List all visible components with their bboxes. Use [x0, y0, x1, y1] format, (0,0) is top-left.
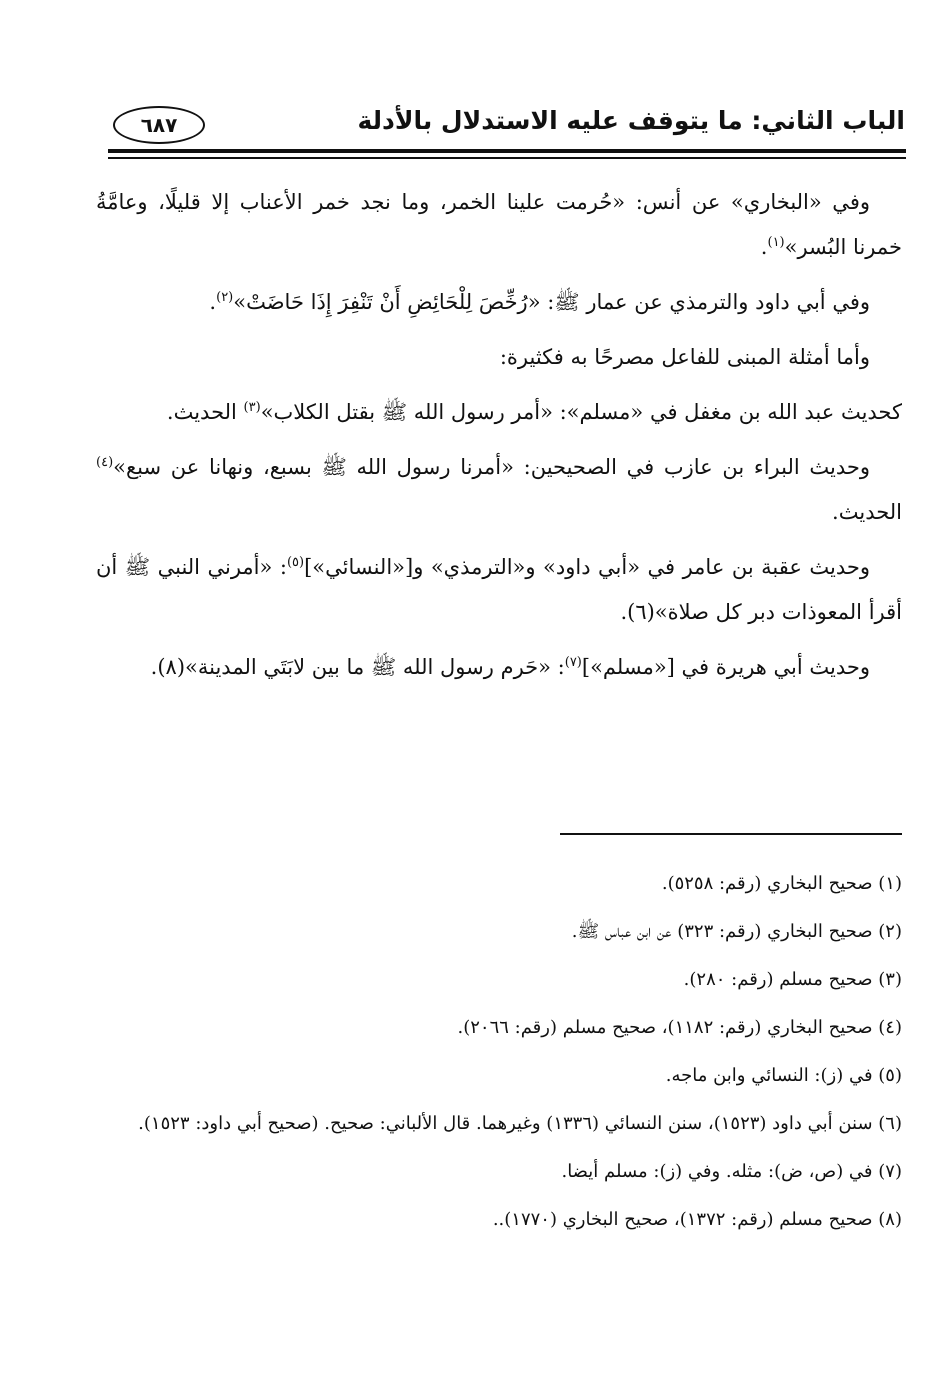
page-number-badge: ٦٨٧: [113, 106, 205, 144]
footnotes: [96, 860, 902, 1244]
paragraph: كحديث عبد الله بن مغفل في «مسلم»: «أمر رسول الله ﷺ بقتل الكلاب»$^{(٣)}$ الحديث.: [166, 400, 902, 424]
page-header: [95, 100, 905, 146]
header-rule-thin: [108, 157, 906, 159]
footnote-separator: [560, 833, 902, 835]
paragraph: وأما أمثلة المبنى للفاعل مصرحًا به فكثيرة:: [499, 345, 870, 369]
footnote: (٢) صحيح البخاري (رقم: ٣٢٣) عن ابن عباس ﷺ.: [571, 921, 902, 942]
paragraph: وحديث البراء بن عازب في الصحيحين: «أمرنا رسول الله ﷺ بسبع، ونهانا عن سبع»$^{(٤)}$ الحديث.: [96, 455, 902, 524]
footnote: (٧) في (ص، ض): مثله. وفي (ز): مسلم أيضا.: [561, 1161, 902, 1182]
header-rule-thick: [108, 149, 906, 153]
paragraph: وحديث عقبة بن عامر في «أبي داود» و«الترمذي» و[«النسائي»]$^{(٥)}$: «أمرني النبي ﷺ أن أقرأ المعوذات دبر كل صلاة»(٦).: [96, 555, 902, 624]
paragraph: وفي أبي داود والترمذي عن عمار ﷺ: «رُخِّصَ لِلْحَائِضِ أَنْ تَنْفِرَ إِذَا حَاضَتْ»$^{(٢)}$.: [209, 290, 870, 314]
footnote: (٨) صحيح مسلم (رقم: ١٣٧٢)، صحيح البخاري (١٧٧٠)..: [492, 1209, 902, 1230]
footnote: (٣) صحيح مسلم (رقم: ٢٨٠).: [683, 969, 902, 990]
footnote: (٥) في (ز): النسائي وابن ماجه.: [665, 1065, 902, 1086]
chapter-title: الباب الثاني: ما يتوقف عليه الاستدلال بالأدلة: [357, 106, 905, 135]
footnote: (٤) صحيح البخاري (رقم: ١١٨٢)، صحيح مسلم (رقم: ٢٠٦٦).: [457, 1017, 902, 1038]
footnote: (٦) سنن أبي داود (١٥٢٣)، سنن النسائي (١٣٣٦) وغيرهما. قال الألباني: صحيح. (صحيح أبي داود: ١٥٢٣).: [138, 1113, 902, 1134]
main-text: [96, 180, 902, 700]
paragraph: وفي «البخاري» عن أنس: «حُرمت علينا الخمر، وما نجد خمر الأعناب إلا قليلًا، وعامَّةُ خمرنا البُسر»$^{(١)}$.: [96, 190, 902, 259]
footnote: (١) صحيح البخاري (رقم: ٥٢٥٨).: [661, 873, 902, 894]
paragraph: وحديث أبي هريرة في [«مسلم»]$^{(٧)}$: «حَرم رسول الله ﷺ ما بين لابَتَي المدينة»(٨).: [150, 655, 870, 679]
